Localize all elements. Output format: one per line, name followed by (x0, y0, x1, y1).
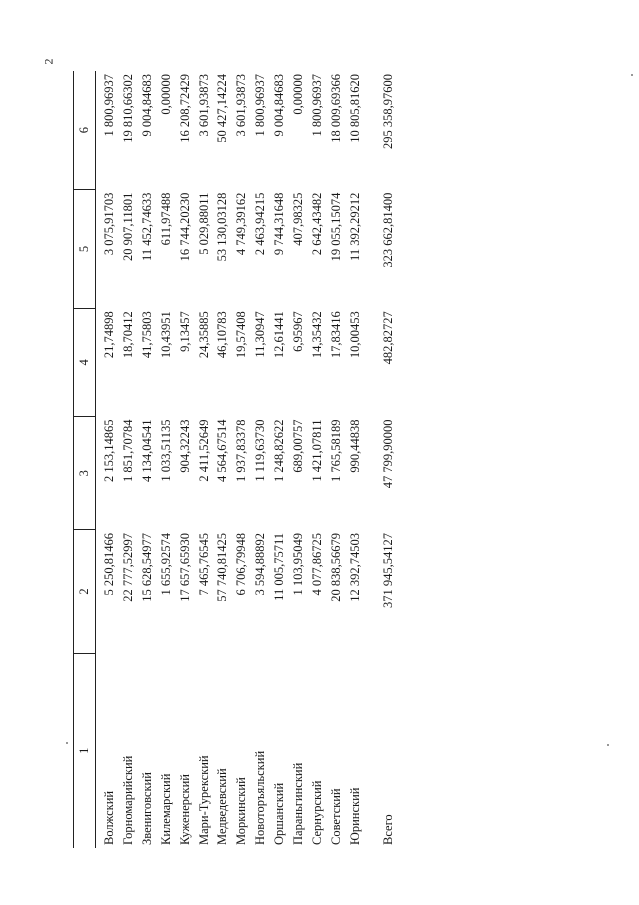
value-cell-col-4: 10,43951 (158, 311, 173, 359)
value-cell-col-4: 9,13457 (177, 311, 192, 352)
value-cell-col-4: 41,75803 (139, 311, 154, 359)
total-label-cell: Всего (380, 814, 395, 845)
value-cell-col-4: 10,00453 (347, 311, 362, 359)
table-row (289, 71, 308, 848)
value-cell-col-6: 3 601,93873 (196, 74, 211, 137)
table-row (176, 71, 195, 848)
district-name-cell: Мари-Турекский (196, 755, 211, 845)
total-row (379, 71, 398, 848)
value-cell-col-4: 11,30947 (253, 311, 268, 358)
column-header-2: 2 (74, 530, 96, 653)
scan-speck (607, 744, 609, 746)
value-cell-col-2: 57 740,81425 (215, 532, 230, 602)
value-cell-col-6: 18 009,69366 (328, 74, 343, 143)
value-cell-col-6: 1 800,96937 (102, 74, 116, 137)
table-row (213, 71, 232, 848)
value-cell-col-4: 6,95967 (291, 311, 306, 352)
table-row (96, 71, 119, 848)
value-cell-col-4: 24,35885 (196, 311, 211, 359)
value-cell-col-6: 1 800,96937 (309, 74, 324, 137)
value-cell-col-3: 2 153,14865 (102, 419, 116, 483)
value-cell-col-4: 14,35432 (309, 311, 324, 359)
value-cell-col-5: 3 075,91703 (102, 192, 116, 256)
table-row (157, 71, 176, 848)
table-body (96, 71, 398, 848)
table-row (119, 71, 138, 848)
value-cell-col-5: 4 749,39162 (234, 192, 249, 256)
district-name-cell: Килемарский (158, 773, 173, 845)
value-cell-col-6: 9 004,84683 (139, 74, 154, 137)
spacer-cell (365, 71, 379, 848)
rotated-table-wrapper (73, 71, 413, 848)
value-cell-col-4: 46,10783 (215, 311, 230, 359)
value-cell-col-2: 22 777,52997 (120, 532, 135, 602)
value-cell-col-3: 1 248,82622 (272, 419, 287, 483)
value-cell-col-6: 16 208,72429 (177, 74, 192, 143)
table-row (346, 71, 365, 848)
value-cell-col-3: 1 851,70784 (120, 419, 135, 483)
value-cell-col-2: 1 655,92574 (158, 532, 173, 596)
value-cell-col-2: 4 077,86725 (309, 532, 324, 596)
value-cell-col-3: 904,32243 (177, 419, 192, 473)
value-cell-col-6: 0,00000 (158, 74, 173, 115)
value-cell-col-3: 689,00757 (291, 419, 306, 473)
total-value-cell-col-4: 482,82727 (380, 311, 395, 365)
value-cell-col-4: 17,83416 (328, 311, 343, 359)
value-cell-col-6: 10 805,81620 (347, 74, 362, 143)
value-cell-col-4: 21,74898 (102, 311, 116, 359)
column-header-5: 5 (74, 190, 96, 309)
table-row (327, 71, 346, 848)
value-cell-col-2: 1 103,95049 (291, 532, 306, 596)
column-header-4: 4 (74, 308, 96, 416)
value-cell-col-5: 11 452,74633 (139, 192, 154, 261)
table-row (232, 71, 251, 848)
column-header-3: 3 (74, 417, 96, 530)
scan-speck (66, 742, 68, 744)
district-name-cell: Новоторъяльский (253, 750, 268, 845)
value-cell-col-6: 9 004,84683 (272, 74, 287, 137)
district-name-cell: Волжский (102, 790, 116, 845)
value-cell-col-2: 11 005,75711 (272, 532, 287, 601)
district-name-cell: Юринский (347, 787, 362, 845)
district-name-cell: Советский (328, 788, 343, 845)
value-cell-col-3: 1 033,51135 (158, 419, 173, 482)
value-cell-col-6: 3 601,93873 (234, 74, 249, 137)
data-table (73, 71, 398, 848)
value-cell-col-5: 19 055,15074 (328, 192, 343, 262)
total-value-cell-col-3: 47 799,90000 (380, 419, 395, 489)
scan-speck (631, 74, 633, 76)
value-cell-col-2: 12 392,74503 (347, 532, 362, 602)
value-cell-col-6: 0,00000 (291, 74, 306, 115)
value-cell-col-6: 19 810,66302 (120, 74, 135, 143)
value-cell-col-5: 611,97488 (158, 192, 173, 246)
value-cell-col-3: 4 134,04541 (139, 419, 154, 483)
total-value-cell-col-6: 295 358,97600 (380, 74, 395, 149)
value-cell-col-5: 2 463,94215 (253, 192, 268, 256)
district-name-cell: Параньгинский (291, 762, 306, 845)
value-cell-col-2: 5 250,81466 (102, 532, 116, 596)
district-name-cell: Моркинский (234, 777, 249, 845)
value-cell-col-5: 2 642,43482 (309, 192, 324, 256)
value-cell-col-2: 6 706,79948 (234, 532, 249, 596)
table-row (251, 71, 270, 848)
value-cell-col-5: 53 130,03128 (215, 192, 230, 262)
total-value-cell-col-5: 323 662,81400 (380, 192, 395, 268)
value-cell-col-5: 407,98325 (291, 192, 306, 246)
district-name-cell: Горномарийский (120, 755, 135, 845)
value-cell-col-4: 18,70412 (120, 311, 135, 359)
table-row (270, 71, 289, 848)
value-cell-col-5: 20 907,11801 (120, 192, 135, 261)
district-name-cell: Куженерский (177, 774, 192, 845)
value-cell-col-4: 12,61441 (272, 311, 287, 359)
district-name-cell: Оршанский (272, 782, 287, 845)
value-cell-col-5: 16 744,20230 (177, 192, 192, 262)
value-cell-col-3: 990,44838 (347, 419, 362, 473)
table-header-row (74, 71, 96, 848)
value-cell-col-2: 3 594,88892 (253, 532, 268, 596)
value-cell-col-2: 20 838,56679 (328, 532, 343, 602)
column-header-1: 1 (74, 653, 96, 848)
district-name-cell: Медведевский (215, 768, 230, 845)
district-name-cell: Звениговский (139, 772, 154, 845)
value-cell-col-2: 17 657,65930 (177, 532, 192, 602)
value-cell-col-3: 2 411,52649 (196, 419, 211, 482)
value-cell-col-5: 9 744,31648 (272, 192, 287, 256)
value-cell-col-3: 1 119,63730 (253, 419, 268, 482)
spacer-row (365, 71, 379, 848)
table-row (138, 71, 157, 848)
value-cell-col-3: 1 765,58189 (328, 419, 343, 483)
page-number: 2 (41, 58, 56, 65)
value-cell-col-2: 15 628,54977 (139, 532, 154, 602)
value-cell-col-3: 4 564,67514 (215, 419, 230, 483)
value-cell-col-4: 19,57408 (234, 311, 249, 359)
value-cell-col-5: 5 029,88011 (196, 192, 211, 255)
value-cell-col-6: 1 800,96937 (253, 74, 268, 137)
total-value-cell-col-2: 371 945,54127 (380, 532, 395, 608)
table-row (195, 71, 214, 848)
value-cell-col-3: 1 421,07811 (309, 419, 324, 482)
value-cell-col-3: 1 937,83378 (234, 419, 249, 483)
value-cell-col-5: 11 392,29212 (347, 192, 362, 261)
table-row (308, 71, 327, 848)
value-cell-col-6: 50 427,14224 (215, 74, 230, 143)
column-header-6: 6 (74, 71, 96, 190)
district-name-cell: Сернурский (309, 780, 324, 845)
value-cell-col-2: 7 465,76545 (196, 532, 211, 596)
